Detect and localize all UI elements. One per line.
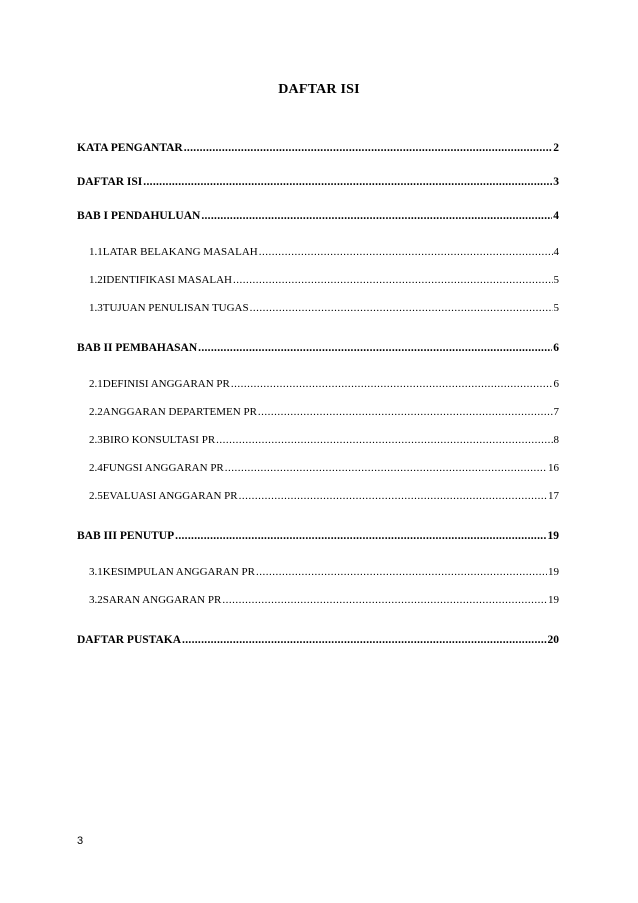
toc-entry-1-1[interactable]	[77, 246, 559, 258]
dot-leader	[182, 634, 546, 646]
toc-entry-2-4[interactable]	[77, 462, 559, 474]
toc-entry-label: KATA PENGANTAR	[77, 142, 183, 154]
toc-entry-page: 8	[553, 434, 559, 446]
footer-page-number: 3	[77, 835, 84, 847]
toc-entry-page: 5	[553, 274, 559, 286]
dot-leader	[222, 594, 547, 606]
toc-entry-page: 17	[548, 490, 559, 502]
toc-entry-label: DAFTAR ISI	[77, 176, 143, 188]
toc-entry-daftar-pustaka[interactable]	[77, 634, 559, 646]
dot-leader	[198, 342, 552, 354]
toc-entry-number: 2.2	[89, 406, 103, 418]
toc-entry-label: IDENTIFIKASI MASALAH	[102, 274, 232, 286]
dot-leader	[216, 434, 552, 446]
toc-entry-page: 20	[547, 634, 559, 646]
toc-entry-number: 2.4	[89, 462, 103, 474]
toc-entry-number: 3.1	[89, 566, 103, 578]
toc-entry-page: 4	[553, 210, 559, 222]
page-title: DAFTAR ISI	[278, 82, 360, 97]
toc-entry-bab-2[interactable]	[77, 342, 559, 354]
toc-entry-label: ANGGARAN DEPARTEMEN PR	[102, 406, 257, 418]
toc-entry-bab-3[interactable]	[77, 530, 559, 542]
dot-leader	[143, 176, 552, 188]
toc-entry-3-2[interactable]	[77, 594, 559, 606]
toc-entry-3-1[interactable]	[77, 566, 559, 578]
toc-entry-page: 6	[553, 342, 559, 354]
toc-entry-2-3[interactable]	[77, 434, 559, 446]
dot-leader	[233, 274, 553, 286]
toc-entry-label: DAFTAR PUSTAKA	[77, 634, 182, 646]
dot-leader	[184, 142, 553, 154]
toc-entry-page: 7	[553, 406, 559, 418]
toc-entry-2-1[interactable]	[77, 378, 559, 390]
toc-entry-page: 5	[553, 302, 559, 314]
toc-entry-label: KESIMPULAN ANGGARAN PR	[102, 566, 255, 578]
toc-entry-page: 19	[547, 530, 559, 542]
dot-leader	[231, 378, 553, 390]
toc-entry-page: 2	[553, 142, 559, 154]
dot-leader	[250, 302, 553, 314]
toc-entry-daftar-isi[interactable]	[77, 176, 559, 188]
toc-entry-page: 4	[553, 246, 559, 258]
dot-leader	[175, 530, 546, 542]
toc-entry-number: 2.1	[89, 378, 103, 390]
toc-entry-label: BAB II PEMBAHASAN	[77, 342, 198, 354]
toc-entry-number: 1.3	[89, 302, 103, 314]
dot-leader	[239, 490, 547, 502]
toc-entry-label: BAB I PENDAHULUAN	[77, 210, 201, 222]
toc-entry-label: DEFINISI ANGGARAN PR	[102, 378, 230, 390]
dot-leader	[259, 246, 553, 258]
toc-entry-label: SARAN ANGGARAN PR	[102, 594, 222, 606]
toc-entry-number: 3.2	[89, 594, 103, 606]
toc-entry-page: 19	[548, 594, 559, 606]
toc-entry-number: 1.1	[89, 246, 103, 258]
toc-entry-page: 19	[548, 566, 559, 578]
toc-entry-label: EVALUASI ANGGARAN PR	[102, 490, 238, 502]
dot-leader	[225, 462, 547, 474]
toc-entry-page: 6	[553, 378, 559, 390]
toc-entry-number: 2.3	[89, 434, 103, 446]
toc-entry-number: 1.2	[89, 274, 103, 286]
dot-leader	[201, 210, 552, 222]
dot-leader	[256, 566, 547, 578]
toc-entry-page: 3	[553, 176, 559, 188]
toc-entry-label: TUJUAN PENULISAN TUGAS	[102, 302, 249, 314]
toc-entry-label: BAB III PENUTUP	[77, 530, 175, 542]
toc-entry-label: FUNGSI ANGGARAN PR	[102, 462, 224, 474]
toc-entry-page: 16	[548, 462, 559, 474]
dot-leader	[258, 406, 553, 418]
toc-entry-number: 2.5	[89, 490, 103, 502]
toc-entry-bab-1[interactable]	[77, 210, 559, 222]
toc-entry-label: LATAR BELAKANG MASALAH	[102, 246, 258, 258]
toc-entry-label: BIRO KONSULTASI PR	[102, 434, 216, 446]
toc-entry-kata-pengantar[interactable]	[77, 142, 559, 154]
toc-entry-1-2[interactable]	[77, 274, 559, 286]
toc-entry-2-5[interactable]	[77, 490, 559, 502]
toc-entry-2-2[interactable]	[77, 406, 559, 418]
toc-entry-1-3[interactable]	[77, 302, 559, 314]
